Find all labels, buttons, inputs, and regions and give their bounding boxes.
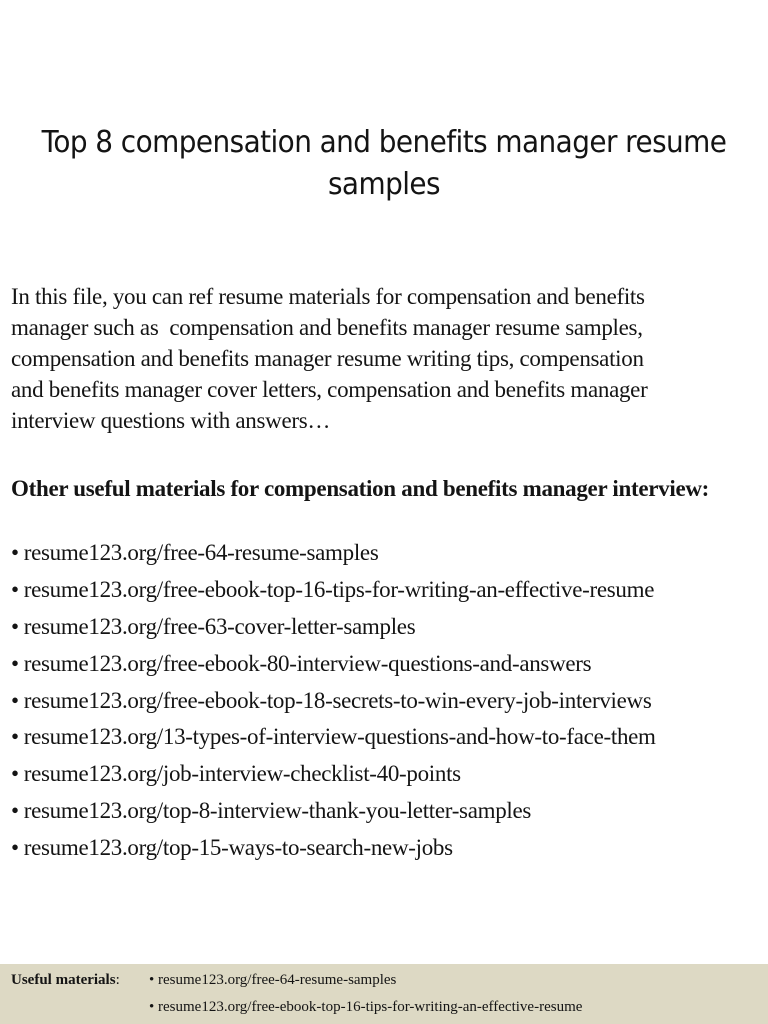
list-item [11,576,656,613]
material-link[interactable]: resume123.org/free-ebook-top-18-secrets-to-win-every-job-interviews [23,687,652,713]
intro-line-2: manager such as compensation and benefits manager resume samples, [11,315,643,340]
footer-label [11,972,120,989]
list-item [11,613,656,650]
list-item [11,650,656,687]
footer-label-separator: : [115,972,120,988]
bullet-icon: • [11,687,19,713]
list-item [11,760,656,797]
intro-line-5: interview questions with answers… [11,408,331,433]
material-link[interactable]: resume123.org/top-8-interview-thank-you-letter-samples [23,798,532,824]
bullet-icon: • [11,761,19,787]
materials-heading: Other useful materials for compensation and benefits manager interview: [11,476,710,501]
list-item [11,539,656,576]
bullet-icon: • [11,576,19,602]
material-link[interactable]: resume123.org/free-63-cover-letter-samples [23,613,416,639]
material-link[interactable]: resume123.org/13-types-of-interview-questions-and-how-to-face-them [23,724,656,750]
bullet-icon: • [11,650,19,676]
material-link[interactable]: resume123.org/free-ebook-top-16-tips-for-writing-an-effective-resume [23,576,655,602]
intro-line-1: In this file, you can ref resume materials for compensation and benefits [11,284,645,309]
material-link[interactable]: resume123.org/job-interview-checklist-40-points [23,761,461,787]
bullet-icon: • [11,835,19,861]
bullet-icon: • [11,798,19,824]
list-item [11,834,656,871]
bullet-icon: • [11,540,19,565]
bullet-icon: • [11,613,19,639]
footer-link[interactable]: • resume123.org/free-64-resume-samples [149,972,397,988]
title-line-2: samples [327,167,441,202]
intro-paragraph [11,281,768,436]
materials-list [11,539,656,871]
material-link[interactable]: resume123.org/top-15-ways-to-search-new-jobs [23,835,453,861]
intro-line-3: compensation and benefits manager resume writing tips, compensation [11,346,644,371]
material-link[interactable]: resume123.org/free-ebook-80-interview-questions-and-answers [23,650,592,676]
list-item [11,797,656,834]
footer-link[interactable]: • resume123.org/free-ebook-top-16-tips-for-writing-an-effective-resume [149,999,583,1015]
material-link[interactable]: resume123.org/free-64-resume-samples [23,540,379,565]
intro-line-4: and benefits manager cover letters, compensation and benefits manager [11,377,648,402]
footer-label-text: Useful materials [11,972,116,988]
bullet-icon: • [11,724,19,750]
list-item [11,723,656,760]
footer-bar [0,964,768,1024]
title-line-1: Top 8 compensation and benefits manager resume [41,125,727,160]
page-title [27,122,741,206]
list-item [11,687,656,724]
